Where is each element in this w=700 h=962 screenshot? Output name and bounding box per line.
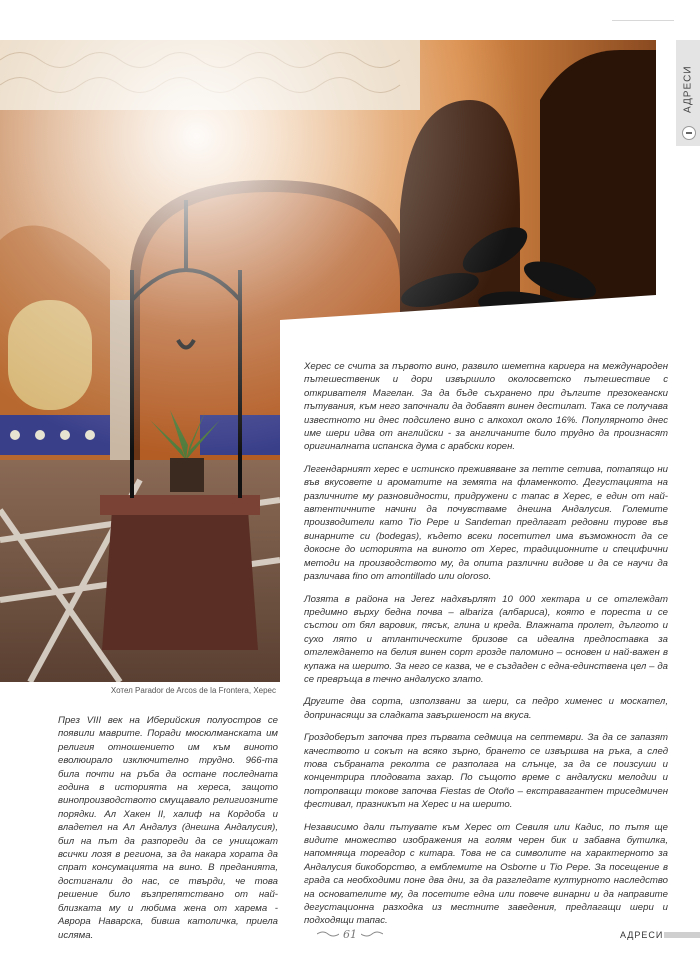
- paragraph: През VIII век на Иберийския полуостров се появили маврите. Поради мюсюлманската им религия отношението им към виното еволюирало изключително трудно. 966-та била почти на ръба да остане последната година в историята на хереса, защото винопроизводството смущавало религиозните порядки. Ал Хакен II, халиф на Кордоба и владетел на Ал Андалуз (днешна Андалусия), бил на път да разпореди да се унищожат всички лозя в региона, за да накара хората да спрат консумацията на вино. В преданията, достигнали до нас, се твърди, че това решение било възпрепятствано от най-близката му и любима жена от харема - Аврора Наварска, бивша католичка, приела исляма.: [58, 715, 278, 941]
- footer-section-label: АДРЕСИ: [620, 930, 664, 940]
- paragraph: Легендарният херес е истинско преживяване за петте сетива, потапящо ни във вкусовете и ароматите на земята на фламенкото. Дегустацията на различните му разновидности, придружени с тапас в Херес, е един от най-автентичните начини да почувстваме днешна Андалусия. Големите производители като Tio Pepe и Sandeman предлагат редовни турове във винарните си (bodegas), където всеки посетител има възможност да се докосне до историята на виното от Херес, традиционните и специфични методи на производството му, да опита различни видове и да се научи да различава fino от amontillado или oloroso.: [304, 463, 668, 583]
- section-tab-label: АДРЕСИ: [682, 65, 694, 113]
- top-rule: [612, 20, 674, 21]
- footer-bar: [664, 932, 700, 938]
- photo-caption: Хотел Parador de Arcos de la Frontera, Херес: [110, 686, 276, 695]
- paragraph: Независимо дали пътувате към Херес от Севиля или Кадис, по пътя ще видите множество изображения на голям черен бик и забавна бутилка, напомняща тореадор с китара. Това не са символите на характерното за Андалусия бикоборство, а емблемите на Osborne и Tio Pepe. За посещение в града са необходими поне два дни, за да разгледате културното наследство на основателите му, да посетите една или повече винарни и да направите дегустационна разходка из местните заведения, предлагащи шери и подходящи тапас.: [304, 821, 668, 927]
- paragraph: Другите два сорта, използвани за шери, са педро хименес и москател, допринасящи за сладката завършеност на вкуса.: [304, 696, 668, 721]
- paragraph: Гроздоберът започва през първата седмица на септември. За да се запазят качеството и сокът на всяко зърно, брането се извършва на ръка, а след това събраната реколта се разполага на слънце, за да се поизсуши и концентрира плодовата захар. По същото време с андалуски мелодии и потропващи токове започва Fiestas de Otoño – екстравагантен триседмичен фестивал, празникът на Херес и на шерито.: [304, 732, 668, 811]
- page-number-group: [300, 926, 400, 942]
- page-number: 61: [343, 927, 357, 941]
- paragraph: Лозята в района на Jerez надхвърлят 10 000 хектара и се отглеждат предимно върху бедна почва – albariza (албариса), която е пореста и се състои от бял варовик, пясък, глина и креда. Влажната пролет, дългото и сухо лято и атлантическите бризове са идеална предпоставка за отглеждането на белия винен сорт грозде паломино – основен и най-важен в купажа на шерито. За него се казва, че е създаден с една-единствена цел – да се превръща в течно андалуско злато.: [304, 593, 668, 685]
- right-text-column: [304, 360, 668, 937]
- minus-circle-icon: [682, 126, 696, 140]
- paragraph: Херес се счита за първото вино, развило шеметна кариера на международен пътешественик и дори извършило околосветско пътешествие с откривателя Магелан. За да бъде съхранено при дългите презокеански пътувания, към него започнали да добавят винен дестилат. Така се получава известното ни днес подсилено вино с алкохол около 16%. Популярното днес име шери идва от английски - за англичаните било трудно да произнасят оригиналната испанска дума с арабски корен.: [304, 361, 668, 453]
- left-text-column: [58, 714, 278, 951]
- section-tab: [676, 40, 700, 146]
- flourish-right-icon: [361, 930, 383, 938]
- flourish-left-icon: [317, 930, 339, 938]
